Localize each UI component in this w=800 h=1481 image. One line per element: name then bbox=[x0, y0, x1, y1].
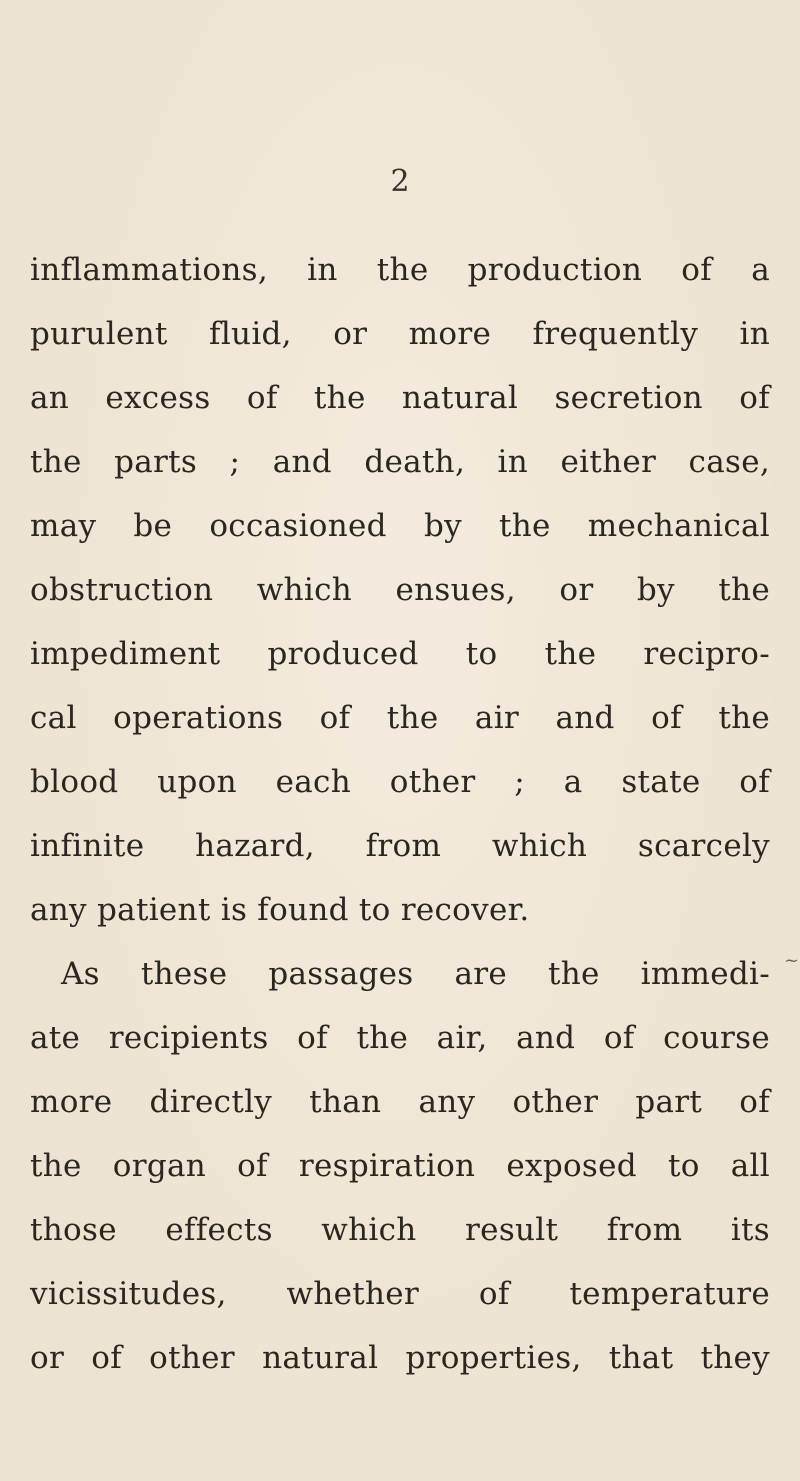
text-line: infinite hazard, from which scarcely bbox=[30, 828, 770, 864]
text-line: inflammations, in the production of a bbox=[30, 252, 770, 288]
paragraph-end-line: any patient is found to recover. bbox=[30, 892, 530, 928]
text-line: purulent fluid, or more frequently in bbox=[30, 316, 770, 352]
text-line: blood upon each other ; a state of bbox=[30, 764, 770, 800]
margin-mark: ~ bbox=[784, 950, 800, 971]
page-number: 2 bbox=[390, 164, 410, 199]
paragraph-start-line: As these passages are the immedi- bbox=[61, 956, 770, 992]
text-line: the parts ; and death, in either case, bbox=[30, 444, 770, 480]
text-line: vicissitudes, whether of temperature bbox=[30, 1276, 770, 1312]
text-line: may be occasioned by the mechanical bbox=[30, 508, 770, 544]
text-line: those effects which result from its bbox=[30, 1212, 770, 1248]
text-line: ate recipients of the air, and of course bbox=[30, 1020, 770, 1056]
text-line: obstruction which ensues, or by the bbox=[30, 572, 770, 608]
text-line: impediment produced to the recipro- bbox=[30, 636, 770, 672]
text-line: an excess of the natural secretion of bbox=[30, 380, 770, 416]
text-line: the organ of respiration exposed to all bbox=[30, 1148, 770, 1184]
text-line: cal operations of the air and of the bbox=[30, 700, 770, 736]
text-line: more directly than any other part of bbox=[30, 1084, 770, 1120]
text-line: or of other natural properties, that they bbox=[30, 1340, 770, 1376]
body-text bbox=[30, 238, 770, 1390]
